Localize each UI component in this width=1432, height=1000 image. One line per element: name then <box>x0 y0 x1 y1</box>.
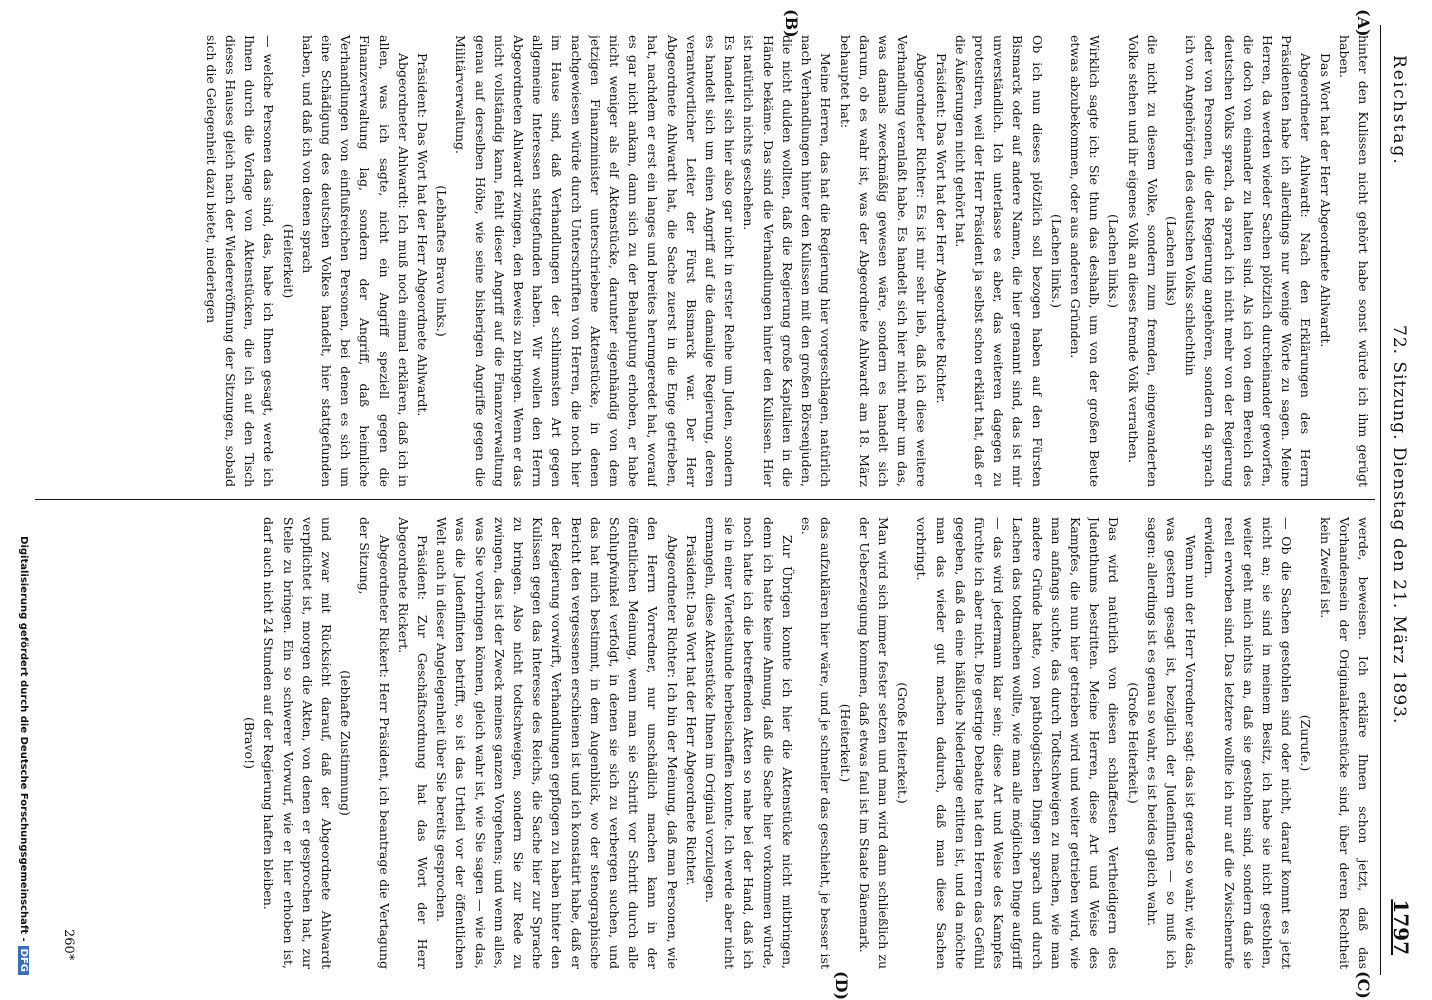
paragraph: (Lachen links) <box>1163 215 1179 306</box>
margin-marker-a: (A) <box>1354 9 1373 37</box>
page-header <box>1383 25 1413 975</box>
paragraph: Abgeordneter Richter: Ich bin der Meinung, daß man Personen, wie den Herrn Vorredner, nur unschädlich machen kann in der öffentlichen Meinung, wenn man sie Schritt vor Schritt durch alle Schlupfwinkel verfolgt, in denen sie sich zu verbergen suchen, und das hat mich bestimmt, in dem Augenblick, wo der stenographische Bericht den vergessenen erschienen ist und ich konstatirt habe, daß er der Regierung vorwirft, Verhandlungen gepflogen zu haben hinter den Kulissen gegen das Interesse des Reichs, die Sache hier zur Sprache zu bringen. Also nicht todtschweigen, sondern Sie zur Rede zu zwingen, das ist der Zweck meines ganzen Vorgehens; und wenn alles, was Sie vorbringen können, gleich wahr ist, wie Sie sagen — wie das, was die Judenflinten betrifft, so ist das Urtheil vor der öffentlichen Welt auch in dieser Angelegenheit über Sie bereits gesprochen. <box>434 517 680 969</box>
right-column <box>43 517 1373 969</box>
newspaper-page <box>11 5 1421 1000</box>
paragraph: (Große Heiterkeit.) <box>895 682 911 804</box>
digitization-credit <box>13 25 29 975</box>
paragraph: Präsident: Das Wort hat der Herr Abgeordnete Ahlwardt. <box>415 53 431 417</box>
header-rule <box>1380 25 1381 975</box>
paragraph: Präsident: Das Wort hat der Herr Abgeordnete Richter. <box>933 53 949 404</box>
paragraph: (Lachen links.) <box>1048 214 1064 308</box>
margin-marker-c: (C) <box>1354 971 1373 999</box>
header-reichstag: Reichstag. <box>1389 55 1409 166</box>
paragraph: Wenn nun der Herr Vorredner sagt: das ist gerade so wahr, wie das, was gestern gesagt ist, bezüglich der Judenflinten — so muß ich sagen: allerdings ist es genau so wahr, es ist beides gleich wahr. <box>1144 517 1199 969</box>
margin-marker-d: (D) <box>832 971 851 1000</box>
paragraph: Abgeordneter Ahlwardt: Nach den Erklärungen des Herrn Präsidenten habe ich allerdings nur wenige Worte zu sagen. Meine Herren, da werden wieder Sachen plötzlich durcheinander geworfen, die doch von einander zu halten sind. Als ich von dem Bereich des deutschen Volks sprach, da sprach ich nicht mehr von der Regierung oder von Personen, die der Regierung angehören, sondern da sprach ich von Angehörigen des deutschen Volks schlechthin <box>1183 35 1314 487</box>
paragraph: Meine Herren, das hat die Regierung hier vorgeschlagen, natürlich nach Verhandlungen hinter den Kulissen mit den großen Börsenjuden, die nicht dulden wollten, daß die Regierung große Kapitalien in die Hände bekäme. Das sind die Verhandlungen hinter den Kulissen. Hier ist natürlich nichts geschehen. <box>741 35 834 487</box>
paragraph: Abgeordneter Richter: Es ist mir sehr lieb, daß ich diese weitere Verhandlung veranlaßt habe. Es handelt sich hier nicht mehr um das, was damals zweckmäßig gewesen wäre, sondern es handelt sich darum, ob es wahr ist, was der Abgeordnete Ahlwardt am 18. März behauptet hat: <box>837 35 930 487</box>
paragraph: Zur Übrigen konnte ich hier die Aktenstücke nicht mitbringen, denn ich hatte keine Ahnung, daß die Sache hier vorkommen würde, noch hatte ich die betreffenden Akten so nahe bei der Hand, daß ich sie in einer Viertelstunde herbeischaffen konnte. Ich werde aber nicht ermangeln, diese Aktenstücke Ihnen im Original vorzulegen. <box>703 517 795 969</box>
header-page-number: 1797 <box>1389 899 1413 955</box>
margin-marker-b: (B) <box>782 9 801 38</box>
header-session-date: 72. Sitzung. Dienstag den 21. März 1893. <box>1389 325 1409 725</box>
paragraph: (Bravo!) <box>242 717 258 769</box>
paragraph: (Heiterkeit) <box>280 223 296 299</box>
paragraph: (Heiterkeit.) <box>837 703 853 783</box>
paragraph: Präsident: Das Wort hat der Herr Abgeordnete Richter. <box>683 535 699 886</box>
paragraph: (Zurufe.) <box>1298 714 1314 772</box>
paragraph: Es handelt sich hier also gar nicht in erster Reihe um Juden, sondern es handelt sich um einen Angriff auf die damalige Regierung, deren verantwortlicher Leiter der Fürst Bismarck war. Der Herr Abgeordnete Ahlwardt hat, die Sache zuerst in die Enge getrieben, hat, nachdem er erst ein langes und breites herumgeredet hat, worauf es gar nicht ankam, dann sich zu der Behauptung erhoben, er habe nicht weniger als elf Aktenstücke, darunter eigenhändig von dem jetzigen Finanzminister unterschriebene Aktenstücke, in denen nachgewiesen würde durch Unterschriften von Herren, die noch hier im Hause sind, daß Verhandlungen der schlimmsten Art gegen allgemeine Interessen stattgefunden haben. Wir wollen den Herrn Abgeordneten Ahlwardt zwingen, den Beweis zu bringen. Wenn er das nicht vollständig kann, fehlt dieser Angriff auf die Finanzverwaltung genau auf derselben Höhe, wie seine bisherigen Angriffe gegen die Militärverwaltung. <box>453 35 738 487</box>
paragraph: die nicht zu diesem Volke, sondern zum fremden, eingewanderten Volke stehen und ihr eigenes Volk an dieses fremde Volk verrathen. <box>1125 35 1160 487</box>
paragraph: hinter den Kulissen nicht gehört habe sonst würde ich ihm gerügt haben. <box>1336 35 1371 487</box>
paragraph: (lebhafte Zustimmung) <box>338 670 354 816</box>
paragraph: Abgeordneter Ahlwardt: Ich muß noch einmal erklären, daß ich in allen, was ich sagte, nicht ein Angriff speziell gegen die Finanzverwaltung lag, sondern der Angriff, daß heimliche Verhandlungen von einflußreichen Personen, bei denen es sich um eine Schädigung des deutschen Volkes handelt, hier stattgefunden haben, und daß ich von denen sprach <box>299 35 411 487</box>
column-separator <box>35 499 1375 500</box>
paragraph: (Lebhaftes Bravo links.) <box>434 185 450 337</box>
paragraph: Das wird natürlich von diesen schlaffesten Vertheidigern des Judenthums bestritten. Meine Herren, diese Art und Weise des Kampfes, die nun hier getrieben wird und weiter getrieben wird, wie man anfangs suchte, das durch Todtschweigen zu machen, wie man andere Gründe hatte, von pathologischen Dingen sprach und durch Lachen das todtmachen wollte, wie man alle möglichen Dinge aufgriff — das wird jedermann klar sein; diese Art und Weise des Kampfes fürchte ich aber nicht. Die gestrige Debatte hat den Herren das Gefühl gegeben, daß da eine häßliche Niederlage erlitten ist, und da möchte man das wieder gut machen dadurch, daß man diese Sachen vorbringt. <box>914 517 1122 969</box>
paragraph: Ob ich nun dieses plötzlich soll bezogen haben auf den Fürsten Bismarck oder auf andere Namen, die hier genannt sind, das ist mir unverständlich. Ich unterlasse es aber, das weiteren dagegen zu protestiren, weil der Herr Präsident ja selbst schon erklärt hat, daß er die Äußerungen nicht gehört hat. <box>952 35 1045 487</box>
paragraph: Man wird sich immer fester setzen und man wird dann schließlich zu der Ueberzeugung kommen, daß etwas faul ist im Staate Dänemark. <box>856 517 891 969</box>
paragraph: und zwar mit Rücksicht darauf, daß der Abgeordnete Ahlwardt verpflichtet ist, morgen die Akten, von denen er gesprochen hat, zur Stelle zu bringen. Ein so schwerer Vorwurf, wie er hier erhoben ist, darf auch nicht 24 Stunden auf der Regierung haften bleiben. <box>261 517 335 969</box>
paragraph: (Große Heiterkeit.) <box>1125 682 1141 804</box>
paragraph: Abgeordneter Rickert: Herr Präsident, ich beantrage die Vertagung der Sitzung, <box>357 517 392 969</box>
paragraph: Präsident: Zur Geschäftsordnung hat das Wort der Herr Abgeordnete Rickert. <box>395 517 431 969</box>
paragraph: Das Wort hat der Herr Abgeordnete Ahlwardt. <box>1317 53 1333 348</box>
paragraph: Wirklich sagte ich: Sie thun das deshalb, um von der großen Beute etwas abzubekommen, oder aus anderen Gründen. <box>1067 35 1103 487</box>
bottom-page-number: 260* <box>61 929 76 961</box>
paragraph: — welche Personen das sind, das, habe ich Ihnen gesagt, werde ich Ihnen durch die Vorlage von Aktenstücken, die ich auf den Tisch dieses Hauses gleich nach der Wiedereröffnung der Sitzungen, sobald sich die Gelegenheit dazu bietet, niederlegen <box>203 35 277 487</box>
paragraph: werde, beweisen. Ich erkläre Ihnen schon jetzt, daß das Vorhandensein der Originalaktenstücke sind, über deren Rechtheit kein Zweifel ist. <box>1317 517 1371 969</box>
paragraph: — Ob die Sachen gestohlen sind oder nicht, darauf kommt es jetzt nicht an; sie sind in meinem Besitz, ich habe sie nicht gestohlen, weiter geht mich nichts an, daß sie gestohlen sind, sondern daß sie reell erworben sind. Das letztere wollte ich nur auf die Zwischenrufe erwidern. <box>1202 517 1295 969</box>
digitization-text: Digitalisierung gefördert durch die Deutsche Forschungsgemeinschaft - <box>18 536 29 942</box>
dfg-logo: DFG <box>18 946 29 975</box>
paragraph: (Lachen links.) <box>1106 214 1122 308</box>
paragraph: das aufzuklären hier wäre, und je schneller das geschieht, je besser ist es. <box>799 517 834 969</box>
left-column <box>43 35 1373 487</box>
